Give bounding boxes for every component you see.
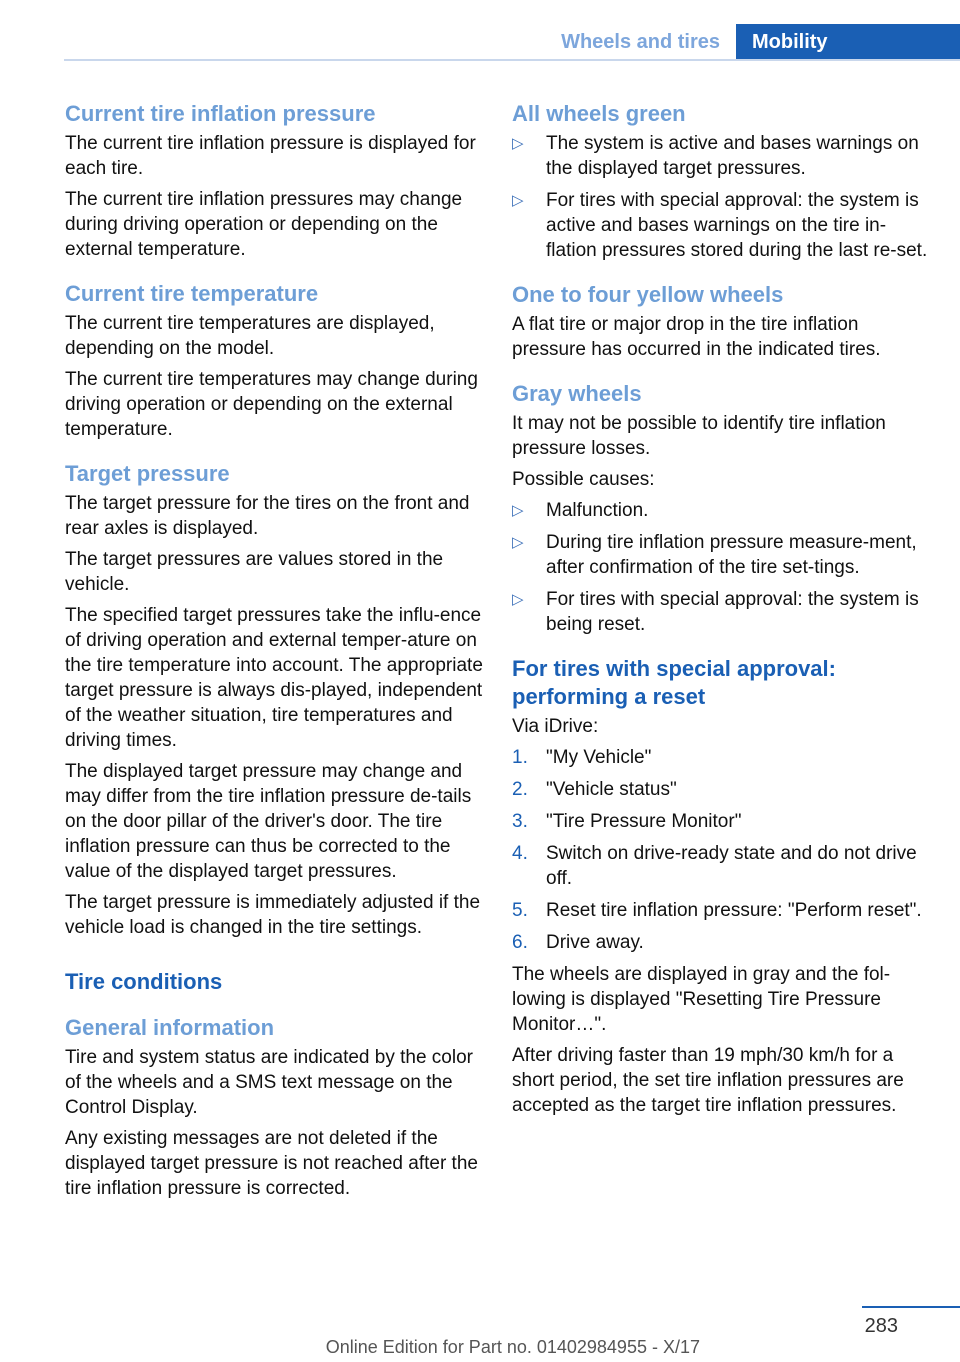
step-item: 6. Drive away. <box>512 932 644 953</box>
step-number: 6. <box>512 932 528 953</box>
list-item: ▷ Malfunction. <box>512 500 649 521</box>
footer-divider <box>862 1306 960 1308</box>
heading-all-wheels-green: All wheels green <box>512 101 686 126</box>
list-item: ▷ For tires with special approval: the system is active and bases warnings on the tire in-flation pressures stored during the last re-set. <box>512 190 928 261</box>
left-column <box>65 100 485 1207</box>
edition-note: Online Edition for Part no. 01402984955 - X/17 <box>325 1337 700 1357</box>
step-number: 2. <box>512 779 528 800</box>
paragraph: The current tire inflation pressure is displayed for each tire. <box>65 133 476 179</box>
triangle-bullet-icon: ▷ <box>512 591 524 608</box>
paragraph: The displayed target pressure may change and may differ from the tire inflation pressure de-tails on the door pillar of the driver's door. The tire inflation pressure can thus be corrected to the value of the displayed target pressures. <box>65 761 472 882</box>
step-number: 1. <box>512 747 528 768</box>
step-item: 1. "My Vehicle" <box>512 747 652 768</box>
step-item: 5. Reset tire inflation pressure: "Perform reset". <box>512 900 922 921</box>
step-item: 3. "Tire Pressure Monitor" <box>512 811 742 832</box>
triangle-bullet-icon: ▷ <box>512 534 524 551</box>
paragraph: The target pressure for the tires on the front and rear axles is displayed. <box>65 493 470 539</box>
heading-gray-wheels: Gray wheels <box>512 381 642 406</box>
list-item: ▷ During tire inflation pressure measure-ment, after confirmation of the tire set-tings. <box>512 532 917 578</box>
paragraph: Any existing messages are not deleted if the displayed target pressure is not reached after the tire inflation pressure is corrected. <box>65 1128 478 1199</box>
triangle-bullet-icon: ▷ <box>512 135 524 152</box>
triangle-bullet-icon: ▷ <box>512 192 524 209</box>
paragraph: The target pressure is immediately adjusted if the vehicle load is changed in the tire settings. <box>65 892 481 938</box>
heading-current-tire-temperature: Current tire temperature <box>65 281 319 306</box>
triangle-bullet-icon: ▷ <box>512 502 524 519</box>
bullet-list <box>512 498 932 637</box>
paragraph: Possible causes: <box>512 469 655 490</box>
paragraph: A flat tire or major drop in the tire inflation pressure has occurred in the indicated tires. <box>512 314 881 360</box>
heading-tire-conditions: Tire conditions <box>65 969 223 994</box>
paragraph: Tire and system status are indicated by the color of the wheels and a SMS text message on the Control Display. <box>65 1047 473 1118</box>
paragraph: Via iDrive: <box>512 716 599 737</box>
paragraph: The current tire temperatures may change during driving operation or depending on the external temperature. <box>65 369 478 440</box>
step-number: 5. <box>512 900 528 921</box>
paragraph: The target pressures are values stored in the vehicle. <box>65 549 444 595</box>
step-number: 3. <box>512 811 528 832</box>
numbered-steps <box>512 745 932 955</box>
paragraph: It may not be possible to identify tire inflation pressure losses. <box>512 413 886 459</box>
bullet-list <box>512 131 932 263</box>
header-divider <box>64 59 960 61</box>
step-item: 4. Switch on drive-ready state and do not drive off. <box>512 843 917 889</box>
heading-current-tire-inflation-pressure: Current tire inflation pressure <box>65 101 376 126</box>
heading-performing-a-reset: For tires with special approval: performing a reset <box>512 656 836 709</box>
step-number: 4. <box>512 843 528 864</box>
right-column <box>512 100 932 1124</box>
paragraph: The current tire inflation pressures may change during driving operation or depending on the external temperature. <box>65 189 463 260</box>
paragraph: The specified target pressures take the influ-ence of driving operation and external temper-ature on the tire temperature into account. The appropriate target pressure is always dis-played, independent of the weather situation, tire temperatures and driving times. <box>65 605 483 751</box>
header-chapter-tab: Mobility <box>736 24 960 61</box>
header-section-title: Wheels and tires <box>561 31 720 53</box>
paragraph: The current tire temperatures are displayed, depending on the model. <box>65 313 435 359</box>
heading-one-to-four-yellow-wheels: One to four yellow wheels <box>512 282 784 307</box>
step-item: 2. "Vehicle status" <box>512 779 677 800</box>
list-item: ▷ The system is active and bases warnings on the displayed target pressures. <box>512 133 919 179</box>
paragraph: The wheels are displayed in gray and the fol-lowing is displayed "Resetting Tire Pressure Monitor…". <box>512 964 891 1035</box>
heading-target-pressure: Target pressure <box>65 461 230 486</box>
paragraph: After driving faster than 19 mph/30 km/h for a short period, the set tire inflation pressures are accepted as the target tire inflation pressures. <box>512 1045 904 1116</box>
page-number: 283 <box>864 1315 898 1337</box>
heading-general-information: General information <box>65 1015 275 1040</box>
list-item: ▷ For tires with special approval: the system is being reset. <box>512 589 919 635</box>
